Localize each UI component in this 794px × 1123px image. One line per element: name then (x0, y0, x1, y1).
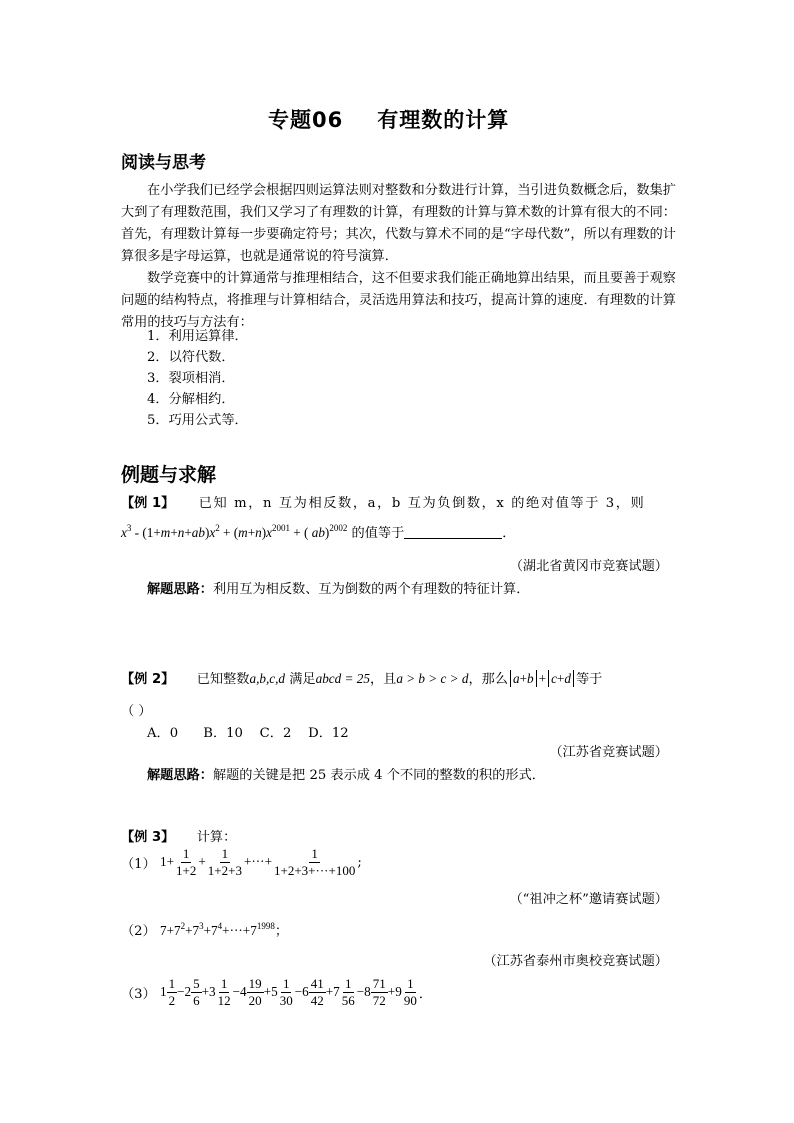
example-2-label: 【例 2】 (121, 672, 175, 687)
page-title (268, 104, 509, 134)
example-1-line (121, 492, 645, 511)
hint-text: 解题的关键是把 25 表示成 4 个不同的整数的积的形式． (212, 768, 545, 783)
example-1-source: （湖北省黄冈市竞赛试题） (509, 559, 668, 574)
problem-1-source: （“祖冲之杯”邀请赛试题） (509, 892, 668, 907)
problem-2-source: （江苏省泰州市奥校竞赛试题） (483, 954, 668, 969)
example-1-suffix: 的值等于 (351, 526, 405, 541)
ordering: a > b > c > d (396, 671, 469, 686)
method-item: 2．以符代数． (147, 350, 235, 365)
example-2-options: A．0 B．10 C．2 D．12 (147, 726, 349, 741)
reading-paragraph-1: 在小学我们已经学会根据四则运算法则对整数和分数进行计算，当引进负数概念后，数集扩大到了有理数范围，我们又学习了有理数的计算，有理数的计算与算术数的计算有很大的不同：首先，有理数计算每一步要确定符号；其次，代数与算术不同的是“字母代数”，所以有理数的计算很多是字母运算，也就是通常说的符号演算． (121, 183, 676, 264)
method-item: 1．利用运算律． (147, 329, 248, 344)
problem-3: （3） 1 $\frac{1}{2}$ −2 $\frac{5}{6}$ +3 $\frac{1}{12}$ −4 $\frac{19}{20}$ +5 $\frac{1}{30}$ −6 $\frac{41}{42}$ +7 $\frac{1}{56}$ −8 $\frac{71}{72}$ +9 $\frac{1}{90}$ ． (121, 976, 432, 1008)
example-2-hint (147, 764, 545, 783)
reading-paragraph-2: 数学竞赛中的计算通常与推理相结合，这不但要求我们能正确地算出结果，而且要善于观察问题的结构特点，将推理与计算相结合，灵活选用算法和技巧，提高计算的速度．有理数的计算常用的技巧与方法有： (121, 271, 676, 330)
example-2-paren: （ ） (121, 704, 152, 719)
reading-heading: 阅读与思考 (121, 153, 206, 173)
example-2-source: （江苏省竞赛试题） (549, 745, 668, 760)
example-1-label: 【例 1】 (121, 496, 175, 511)
method-item: 4．分解相约． (147, 392, 235, 407)
condition: abcd = 25 (315, 671, 370, 686)
problem-1: （1） 1+ $\frac{1}{1+2}$ + $\frac{1}{1+2+3}$ +···+ $\frac{1}{1+2+3+\cdot\cdot\cdot+100}$ ; (121, 846, 362, 878)
hint-text: 利用互为相反数、互为倒数的两个有理数的特征计算． (212, 582, 530, 597)
example-3-label: 【例 3】 (121, 830, 175, 845)
example-1-hint (147, 578, 529, 597)
example-1-formula: $x^3 - (1+m+n+ab)x^2 + (m+n)x^{2001}$ + ( ab)$^{2002}$ (121, 523, 348, 540)
topic-name: 有理数的计算 (377, 108, 510, 132)
hint-label: 解题思路： (147, 768, 213, 783)
abs-expression: a+b + c+d (508, 671, 576, 686)
problem-2-expression: $7+7^2+7^3+7^4+\cdot\cdot\cdot+7^{1998}$ (159, 921, 275, 938)
example-1-formula-line: $x^3 - (1+m+n+ab)x^2 + (m+n)x^{2001}$ + ( ab)$^{2002}$ 的值等于 ． (121, 523, 516, 541)
hint-label: 解题思路： (147, 582, 213, 597)
variables: a,b,c,d (249, 671, 286, 686)
examples-heading: 例题与求解 (121, 464, 217, 486)
topic-number: 专题06 (268, 108, 344, 132)
method-item: 5．巧用公式等． (147, 413, 248, 428)
problem-2: （2） $7+7^2+7^3+7^4+\cdot\cdot\cdot+7^{1998}$； (121, 921, 288, 939)
answer-blank[interactable] (404, 526, 502, 539)
example-3-line: 【例 3】 计算： (121, 830, 237, 845)
method-item: 3．裂项相消． (147, 371, 235, 386)
example-2-line: 【例 2】 已知整数a,b,c,d 满足abcd = 25，且a > b > c > d，那么 a+b + c+d 等于 (121, 671, 603, 687)
problem-1-expression: 1+ $\frac{1}{1+2}$ + $\frac{1}{1+2+3}$ +···+ $\frac{1}{1+2+3+\cdot\cdot\cdot+100}$ (159, 846, 356, 878)
problem-3-expression: 1 $\frac{1}{2}$ −2 $\frac{5}{6}$ +3 $\frac{1}{12}$ −4 $\frac{19}{20}$ +5 $\frac{1}{30}$ −6 $\frac{41}{42}$ +7 $\frac{1}{56}$ −8 $\frac{71}{72}$ +9 $\frac{1}{90}$ (159, 976, 417, 1008)
example-1-text: 已知 m，n 互为相反数，a，b 互为负倒数，x 的绝对值等于 3，则 (198, 496, 646, 511)
